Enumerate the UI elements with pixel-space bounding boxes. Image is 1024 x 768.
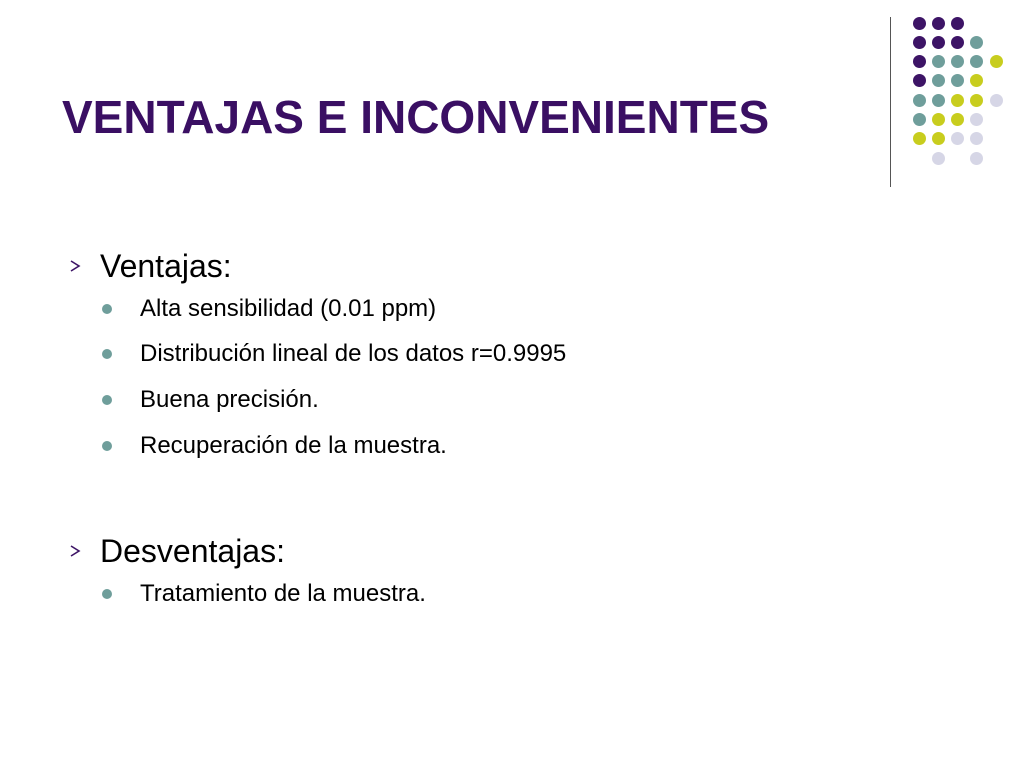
list-item [102, 377, 566, 423]
section-desventajas [62, 531, 426, 617]
section-heading [62, 246, 566, 286]
list-item-label: Recuperación de la muestra. [140, 431, 447, 459]
section-label: Desventajas: [100, 532, 285, 569]
slide-title: VENTAJAS E INCONVENIENTES [62, 91, 770, 143]
list-item-label: Alta sensibilidad (0.01 ppm) [140, 294, 437, 322]
chevron-right-icon [62, 541, 88, 561]
circle-bullet-icon [102, 395, 112, 405]
circle-bullet-icon [102, 304, 112, 314]
list-item-label: Buena precisión. [140, 385, 319, 413]
list-item [102, 571, 426, 617]
circle-bullet-icon [102, 441, 112, 451]
section-item-list [62, 571, 426, 617]
list-item [102, 332, 566, 378]
list-item-label: Tratamiento de la muestra. [140, 579, 426, 607]
section-label: Ventajas: [100, 247, 232, 284]
chevron-right-icon [62, 256, 88, 276]
section-ventajas [62, 246, 566, 468]
section-heading [62, 531, 426, 571]
section-item-list [62, 286, 566, 468]
circle-bullet-icon [102, 589, 112, 599]
circle-bullet-icon [102, 349, 112, 359]
list-item-label: Distribución lineal de los datos r=0.9995 [140, 340, 567, 368]
list-item [102, 423, 566, 469]
list-item [102, 286, 566, 332]
